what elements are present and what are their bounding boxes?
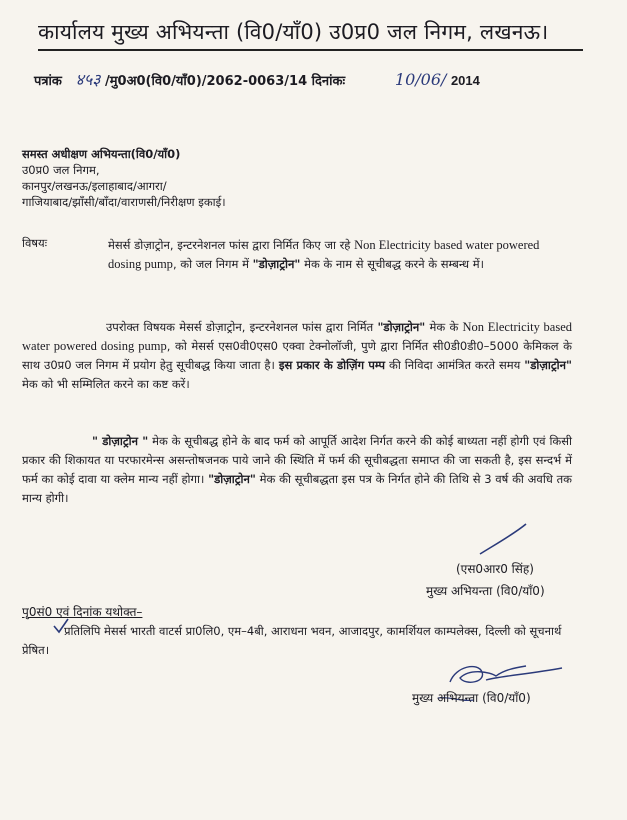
paragraph-1 [22, 318, 572, 394]
date-label: दिनांकः [311, 74, 346, 89]
ref-number-handwritten: ४५३ [75, 70, 101, 89]
signature-block-1 [426, 558, 545, 602]
para1-bold: इस प्रकार के डोज़िंग पम्प [278, 358, 386, 372]
paragraph-2 [22, 432, 572, 508]
para2-b: मेक की सूचीबद्धता इस पत्र के निर्गत होने की तिथि से 3 वर्ष की अवधि तक मान्य होगी। [22, 472, 573, 505]
signatory-designation: मुख्य अभियन्ता (वि0/याँ0) [426, 584, 545, 598]
copy-body: प्रतिलिपि मेसर्स भारती वाटर्स प्रा0लि0, एम–4बी, आराधना भवन, आजादपुर, कामर्शियल काम्पलेक्स, दिल्ली को सूचनार्थ प्रेषित। [22, 624, 562, 657]
title-underline [38, 49, 583, 51]
para1-brand-1: "डोज़ाट्रोन" [377, 320, 426, 334]
para2-brand-1: " डोज़ाट्रोन " [92, 434, 149, 448]
para2-brand-2: "डोज़ाट्रोन" [208, 472, 256, 486]
date-handwritten: 10/06/ [394, 70, 447, 89]
subject-text [108, 236, 568, 274]
subject-latin: Non Electricity based water powered dosing pump [108, 238, 540, 271]
subject-brand: "डोज़ाट्रोन" [252, 257, 301, 271]
ref-code: /मु0अ0(वि0/याँ0)/2062-0063/14 [105, 74, 308, 89]
date-year: 2014 [450, 73, 480, 88]
reference-line [34, 68, 604, 90]
para1-a: उपरोक्त विषयक मेसर्स डोज़ाट्रोन, इन्टरनेशनल फांस द्वारा निर्मित [106, 320, 374, 334]
para2-a: मेक के सूचीबद्ध होने के बाद फर्म को आपूर्ति आदेश निर्गत करने की कोई बाध्यता नहीं होगी एवं किसी प्रकार की शिकायत या परफारमेन्स असन्तोषजनक पाये जाने की स्थिति में फर्म की सूचीबद्धता समाप्त की जा सकती है, इस सन्दर्भ में फर्म का कोई दावा या क्लेम मान्य नहीं होगा। [22, 434, 573, 486]
subject-label: विषयः [22, 236, 48, 250]
office-title: कार्यालय मुख्य अभियन्ता (वि0/याँ0) उ0प्र0 जल निगम, लखनऊ। [38, 20, 549, 44]
addressee-line-3: कानपुर/लखनऊ/इलाहाबाद/आगरा/ [22, 179, 167, 193]
signatory-name: (एस0आर0 सिंह) [456, 562, 534, 576]
signature-1-scribble [474, 520, 534, 560]
para1-latin: Non Electricity based water powered dosing pump [22, 320, 573, 353]
addressee-line-4: गाजियाबाद/झाँसी/बाँदा/वाराणसी/निरीक्षण इकाई। [22, 195, 226, 209]
para1-b: मेक के [429, 320, 459, 334]
signature-block-2: मुख्य अभियन्ता (वि0/याँ0) [412, 691, 531, 705]
para1-d: की निविदा आमंत्रित करते समय [389, 358, 521, 372]
para1-brand-2: "डोज़ाट्रोन" [524, 358, 573, 372]
para1-e: मेक को भी सम्मिलित करने का कष्ट करें। [22, 377, 190, 391]
subject-part-c: मेक के नाम से सूचीबद्ध करने के सम्बन्ध में। [304, 257, 484, 271]
para1-c: , को मेसर्स एस0वी0एस0 एक्वा टेक्नोलॉजी, पुणे द्वारा निर्मित सी0डी0डी0–5000 केमिकल के साथ उ0प्र0 जल निगम में प्रयोग हेतु सूचीबद्ध किया जाता है। [22, 339, 572, 372]
addressee-block [22, 146, 226, 210]
subject-part-b: , को जल निगम में [172, 257, 249, 271]
addressee-line-2: उ0प्र0 जल निगम, [22, 163, 100, 177]
copy-heading: पृ0सं0 एवं दिनांक यथोक्त– [22, 605, 143, 619]
subject-part-a: मेसर्स डोज़ाट्रोन, इन्टरनेशनल फांस द्वारा निर्मित किए जा रहे [108, 238, 351, 252]
addressee-line-1: समस्त अधीक्षण अभियन्ता(वि0/याँ0) [22, 147, 181, 161]
ref-prefix: पत्रांक [34, 74, 62, 89]
